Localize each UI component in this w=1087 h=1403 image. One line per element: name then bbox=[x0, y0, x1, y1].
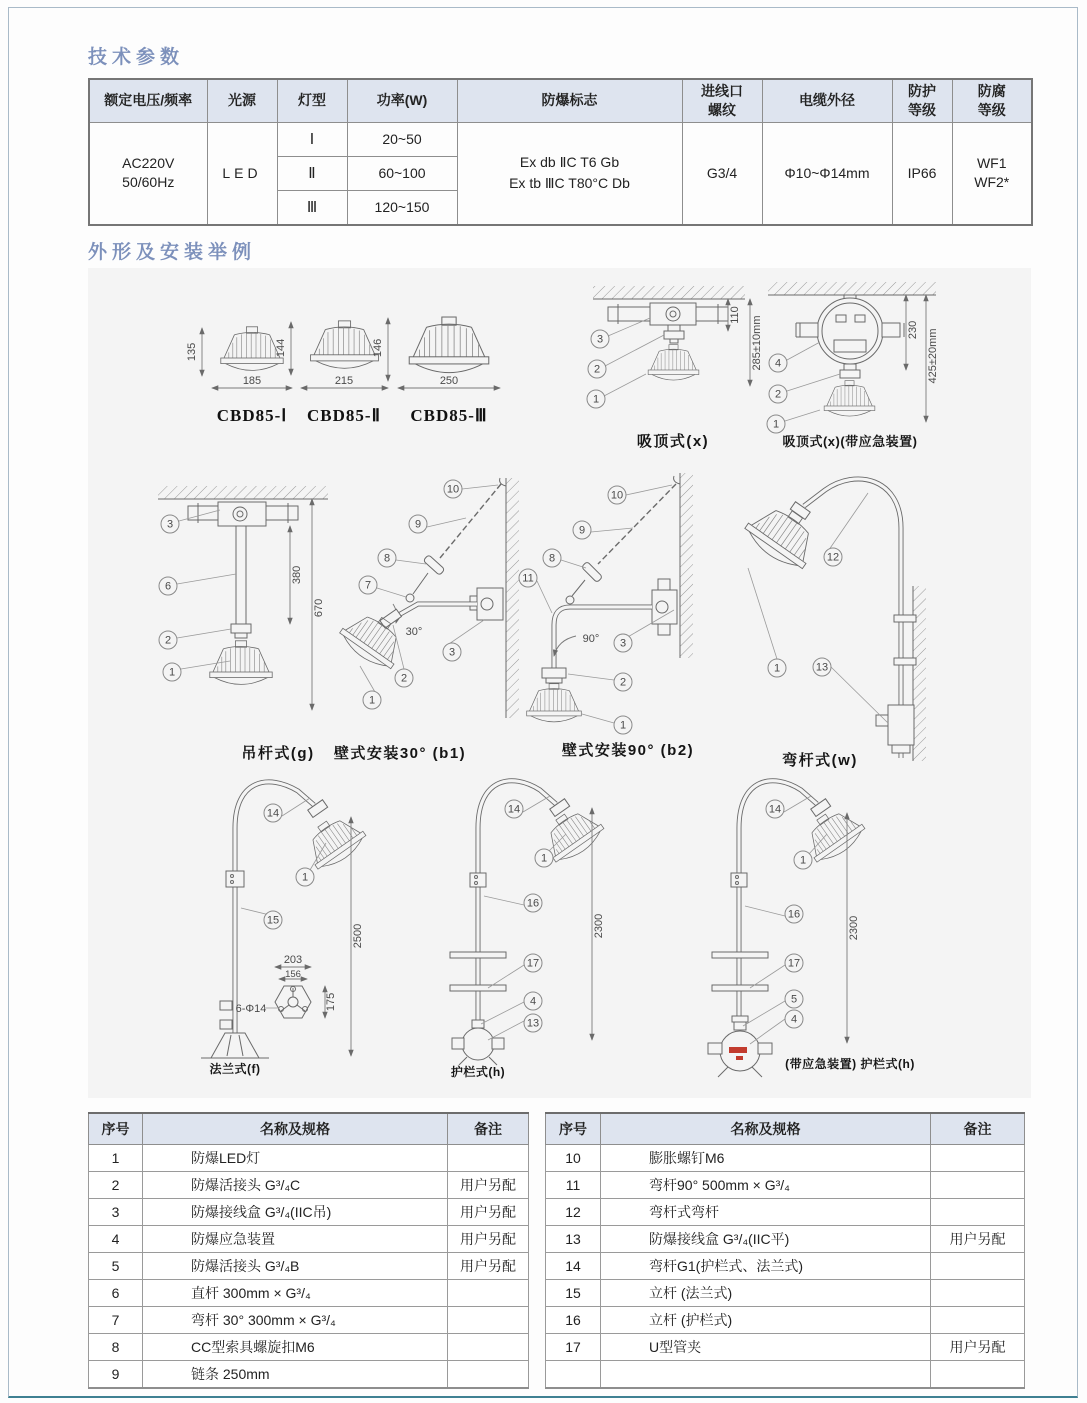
thread-value: G3/4 bbox=[682, 122, 762, 225]
callout bbox=[524, 894, 542, 912]
parts-row: 6 直杆 300mm × G³/₄ bbox=[89, 1280, 529, 1307]
callout bbox=[588, 360, 606, 378]
dim-label: 185 bbox=[242, 375, 262, 387]
ex-mark-value: Ex db ⅡC T6 Gb Ex tb ⅢC T80°C Db bbox=[457, 122, 682, 225]
parts-table-left bbox=[88, 1112, 529, 1389]
col-index: 序号 bbox=[89, 1113, 143, 1145]
drawing-ceiling-mount bbox=[587, 286, 763, 450]
callout bbox=[161, 515, 179, 533]
svg-text:2: 2 bbox=[164, 634, 172, 647]
callout bbox=[769, 354, 787, 372]
col-corrosion: 防腐 等级 bbox=[952, 79, 1032, 122]
parts-table-right bbox=[545, 1112, 1025, 1389]
section-title-installation: 外形及安装举例 bbox=[88, 242, 257, 263]
callout bbox=[769, 385, 787, 403]
parts-row: 10 膨胀螺钉M6 bbox=[546, 1145, 1025, 1172]
callout bbox=[608, 486, 626, 504]
drawing-lamp-size-3 bbox=[372, 317, 500, 425]
svg-text:4: 4 bbox=[774, 357, 782, 370]
callout bbox=[363, 691, 381, 709]
parts-row: 2 防爆活接头 G³/₄C 用户另配 bbox=[89, 1172, 529, 1199]
drawing-caption: 吊杆式(g) bbox=[241, 745, 315, 762]
svg-text:4: 4 bbox=[790, 1013, 798, 1026]
svg-text:13: 13 bbox=[526, 1017, 540, 1030]
callout bbox=[794, 851, 812, 869]
dim-label: 670 bbox=[313, 598, 325, 618]
callout bbox=[378, 549, 396, 567]
callout bbox=[768, 659, 786, 677]
col-type: 灯型 bbox=[277, 79, 347, 122]
ip-value: IP66 bbox=[892, 122, 952, 225]
spec-row-1 bbox=[89, 122, 1032, 156]
callout bbox=[264, 911, 282, 929]
parts-header-row bbox=[546, 1113, 1025, 1145]
dim-label: 2300 bbox=[593, 913, 605, 939]
callout bbox=[524, 1014, 542, 1032]
drawing-lamp-size-2 bbox=[275, 321, 388, 425]
parts-row: 7 弯杆 30° 300mm × G³/₄ bbox=[89, 1307, 529, 1334]
parts-row: 16 立杆 (护栏式) bbox=[546, 1307, 1025, 1334]
drawing-wall-mount-30 bbox=[334, 478, 519, 762]
col-remark: 备注 bbox=[931, 1113, 1025, 1145]
callout bbox=[591, 330, 609, 348]
col-source: 光源 bbox=[207, 79, 277, 122]
drawing-caption: 法兰式(f) bbox=[209, 1062, 261, 1076]
drawing-gooseneck-wall bbox=[740, 479, 926, 769]
svg-text:5: 5 bbox=[790, 993, 798, 1006]
callout bbox=[785, 990, 803, 1008]
svg-text:2: 2 bbox=[619, 676, 627, 689]
dim-label: 135 bbox=[186, 342, 198, 362]
voltage-value: AC220V 50/60Hz bbox=[89, 122, 207, 225]
svg-text:15: 15 bbox=[266, 914, 280, 927]
col-remark: 备注 bbox=[448, 1113, 529, 1145]
dim-label: 110 bbox=[729, 306, 741, 324]
dim-label: 215 bbox=[334, 375, 354, 387]
svg-text:16: 16 bbox=[526, 897, 540, 910]
power-value: 20~50 bbox=[347, 122, 457, 156]
parts-row: 9 链条 250mm bbox=[89, 1361, 529, 1389]
drawing-flange-pole bbox=[201, 782, 370, 1076]
drawing-caption: 吸顶式(x)(带应急装置) bbox=[782, 434, 918, 449]
svg-text:7: 7 bbox=[364, 579, 372, 592]
drawing-caption: (带应急装置) 护栏式(h) bbox=[785, 1057, 915, 1071]
cable-value: Φ10~Φ14mm bbox=[762, 122, 892, 225]
drawing-caption: 壁式安装90° (b2) bbox=[561, 742, 695, 759]
parts-row: 5 防爆活接头 G³/₄B 用户另配 bbox=[89, 1253, 529, 1280]
callout bbox=[614, 634, 632, 652]
callout bbox=[264, 804, 282, 822]
col-thread: 进线口 螺纹 bbox=[682, 79, 762, 122]
svg-text:6: 6 bbox=[164, 580, 172, 593]
svg-text:1: 1 bbox=[168, 666, 176, 679]
col-cable: 电缆外径 bbox=[762, 79, 892, 122]
drawing-wall-mount-90 bbox=[519, 473, 694, 759]
svg-text:3: 3 bbox=[166, 518, 174, 531]
section-title-tech-params: 技术参数 bbox=[88, 47, 185, 68]
svg-text:3: 3 bbox=[619, 637, 627, 650]
drawing-caption: 弯杆式(w) bbox=[782, 752, 858, 769]
dim-label: 2300 bbox=[848, 915, 860, 941]
drawing-guard-pole bbox=[450, 781, 608, 1079]
svg-text:1: 1 bbox=[368, 694, 376, 707]
callout bbox=[614, 673, 632, 691]
dim-label: 285±10mm bbox=[751, 315, 763, 371]
dim-label: 380 bbox=[291, 565, 303, 585]
parts-header-row bbox=[89, 1113, 529, 1145]
svg-text:9: 9 bbox=[414, 518, 422, 531]
parts-row: 1 防爆LED灯 bbox=[89, 1145, 529, 1172]
installation-drawings-panel bbox=[88, 268, 1031, 1098]
callout bbox=[444, 480, 462, 498]
drawing-caption: CBD85-Ⅰ bbox=[216, 406, 288, 425]
col-ex-mark: 防爆标志 bbox=[457, 79, 682, 122]
drawing-pendant-rod bbox=[158, 486, 328, 762]
svg-text:3: 3 bbox=[596, 333, 604, 346]
svg-text:1: 1 bbox=[619, 719, 627, 732]
svg-text:16: 16 bbox=[787, 908, 801, 921]
col-ip: 防护 等级 bbox=[892, 79, 952, 122]
corrosion-value: WF1 WF2* bbox=[952, 122, 1032, 225]
callout bbox=[813, 658, 831, 676]
svg-text:8: 8 bbox=[548, 552, 556, 565]
svg-text:1: 1 bbox=[592, 393, 600, 406]
callout bbox=[766, 800, 784, 818]
dim-label: 250 bbox=[439, 375, 459, 387]
source-value: LED bbox=[207, 122, 277, 225]
svg-text:1: 1 bbox=[773, 662, 781, 675]
type-value: Ⅲ bbox=[277, 190, 347, 225]
callout bbox=[443, 643, 461, 661]
svg-text:14: 14 bbox=[266, 807, 280, 820]
svg-text:1: 1 bbox=[772, 418, 780, 431]
dim-label: 144 bbox=[275, 338, 287, 358]
power-value: 120~150 bbox=[347, 190, 457, 225]
svg-text:14: 14 bbox=[507, 803, 521, 816]
svg-text:3: 3 bbox=[448, 646, 456, 659]
svg-text:12: 12 bbox=[826, 551, 840, 564]
parts-row: 11 弯杆90° 500mm × G³/₄ bbox=[546, 1172, 1025, 1199]
svg-text:14: 14 bbox=[768, 803, 782, 816]
svg-text:10: 10 bbox=[610, 489, 624, 502]
callout bbox=[573, 521, 591, 539]
dim-label: 146 bbox=[372, 338, 384, 358]
callout bbox=[519, 569, 537, 587]
svg-text:4: 4 bbox=[529, 995, 537, 1008]
callout bbox=[824, 548, 842, 566]
callout bbox=[159, 577, 177, 595]
svg-text:1: 1 bbox=[799, 854, 807, 867]
callout bbox=[785, 954, 803, 972]
drawing-guard-pole-emergency bbox=[708, 781, 915, 1077]
col-power: 功率(W) bbox=[347, 79, 457, 122]
dim-label: 6-Φ14 bbox=[235, 1003, 267, 1015]
callout bbox=[296, 868, 314, 886]
dim-label: 2500 bbox=[352, 923, 364, 949]
callout bbox=[543, 549, 561, 567]
callout bbox=[409, 515, 427, 533]
svg-text:11: 11 bbox=[522, 572, 534, 585]
parts-row: 14 弯杆G1(护栏式、法兰式) bbox=[546, 1253, 1025, 1280]
parts-row bbox=[546, 1361, 1025, 1389]
col-voltage: 额定电压/频率 bbox=[89, 79, 207, 122]
type-value: Ⅰ bbox=[277, 122, 347, 156]
drawing-caption: CBD85-Ⅱ bbox=[307, 406, 381, 425]
callout bbox=[524, 992, 542, 1010]
parts-row: 8 CC型索具螺旋扣M6 bbox=[89, 1334, 529, 1361]
callout bbox=[505, 800, 523, 818]
callout bbox=[359, 576, 377, 594]
callout bbox=[785, 1010, 803, 1028]
col-name-spec: 名称及规格 bbox=[143, 1113, 448, 1145]
drawing-caption: 壁式安装30° (b1) bbox=[333, 745, 467, 762]
type-value: Ⅱ bbox=[277, 156, 347, 190]
dim-label: 230 bbox=[907, 320, 919, 340]
svg-text:8: 8 bbox=[383, 552, 391, 565]
callout bbox=[535, 849, 553, 867]
dim-label: 425±20mm bbox=[927, 328, 939, 384]
col-index: 序号 bbox=[546, 1113, 601, 1145]
svg-text:9: 9 bbox=[578, 524, 586, 537]
parts-row: 17 U型管夹 用户另配 bbox=[546, 1334, 1025, 1361]
svg-text:17: 17 bbox=[787, 957, 801, 970]
parts-row: 13 防爆接线盒 G³/₄(IIC平) 用户另配 bbox=[546, 1226, 1025, 1253]
callout bbox=[395, 669, 413, 687]
callout bbox=[614, 716, 632, 734]
angle-label: 30° bbox=[405, 626, 423, 638]
callout bbox=[785, 905, 803, 923]
dim-label: 175 bbox=[325, 992, 337, 1012]
callout bbox=[767, 415, 785, 433]
callout bbox=[159, 631, 177, 649]
drawing-ceiling-mount-emergency bbox=[767, 282, 939, 449]
svg-text:10: 10 bbox=[446, 483, 460, 496]
svg-text:2: 2 bbox=[774, 388, 782, 401]
callout bbox=[163, 663, 181, 681]
callout bbox=[587, 390, 605, 408]
svg-text:2: 2 bbox=[593, 363, 601, 376]
parts-row: 4 防爆应急装置 用户另配 bbox=[89, 1226, 529, 1253]
parts-row: 12 弯杆式弯杆 bbox=[546, 1199, 1025, 1226]
parts-row: 3 防爆接线盒 G³/₄(IIC吊) 用户另配 bbox=[89, 1199, 529, 1226]
callout bbox=[524, 954, 542, 972]
angle-label: 90° bbox=[582, 633, 600, 645]
dim-label: 203 bbox=[283, 954, 303, 966]
parts-row: 15 立杆 (法兰式) bbox=[546, 1280, 1025, 1307]
power-value: 60~100 bbox=[347, 156, 457, 190]
svg-text:2: 2 bbox=[400, 672, 408, 685]
dim-label: 156 bbox=[285, 969, 301, 980]
col-name-spec: 名称及规格 bbox=[601, 1113, 931, 1145]
svg-text:1: 1 bbox=[301, 871, 309, 884]
drawing-caption: CBD85-Ⅲ bbox=[410, 406, 488, 425]
drawing-caption: 护栏式(h) bbox=[450, 1065, 506, 1079]
svg-text:17: 17 bbox=[526, 957, 540, 970]
spec-header-row bbox=[89, 79, 1032, 122]
svg-text:1: 1 bbox=[540, 852, 548, 865]
spec-table bbox=[88, 78, 1033, 226]
svg-text:13: 13 bbox=[815, 661, 829, 674]
installation-drawings bbox=[88, 268, 1031, 1098]
drawing-caption: 吸顶式(x) bbox=[636, 433, 710, 450]
